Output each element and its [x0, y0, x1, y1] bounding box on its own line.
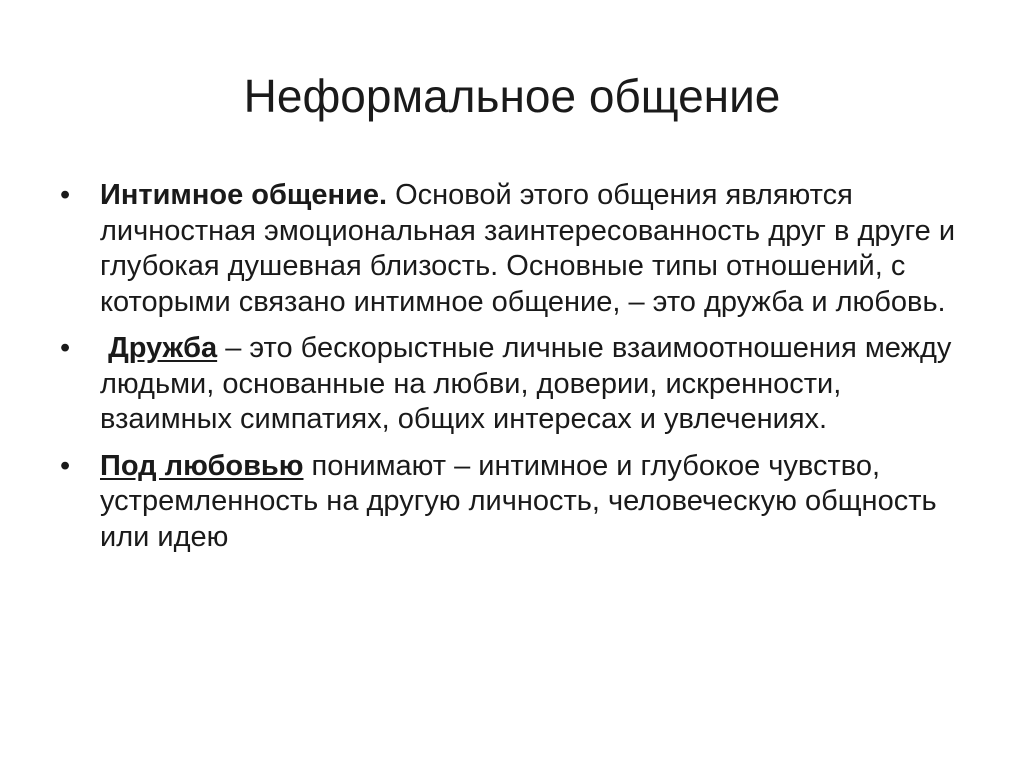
bullet-item-intimate-communication — [60, 178, 980, 320]
bullet-dot-icon: • — [60, 449, 71, 482]
bullet-text — [100, 449, 980, 556]
bullet-item-love — [60, 449, 980, 556]
bullet-lead-space — [100, 332, 108, 364]
bullet-item-friendship — [60, 331, 980, 438]
bullet-dot-icon: • — [60, 179, 71, 211]
bullet-text — [100, 331, 980, 438]
bullet-term: Интимное общение. — [100, 179, 388, 211]
bullet-body: Основой этого общения являются личностная эмоциональная заинтересованность друг в друге и глубокая душевная близость. Основные типы отношений, с которыми связано интимное общение, – это дружба и любовь. — [100, 179, 956, 318]
bullet-dot-icon: • — [60, 332, 71, 364]
bullet-term: Под любовью — [100, 449, 304, 482]
bullet-body: – это бескорыстные личные взаимоотношения между людьми, основанные на любви, доверии, искренности, взаимных симпатиях, общих интересах и увлечениях. — [100, 332, 952, 435]
bullet-text — [100, 178, 980, 320]
bullet-body: понимают – интимное и глубокое чувство, устремленность на другую личность, человеческую общность или идею — [100, 449, 937, 553]
bullet-list — [60, 178, 980, 566]
bullet-term: Дружба — [108, 332, 218, 364]
slide-title: Неформальное общение — [243, 70, 781, 122]
